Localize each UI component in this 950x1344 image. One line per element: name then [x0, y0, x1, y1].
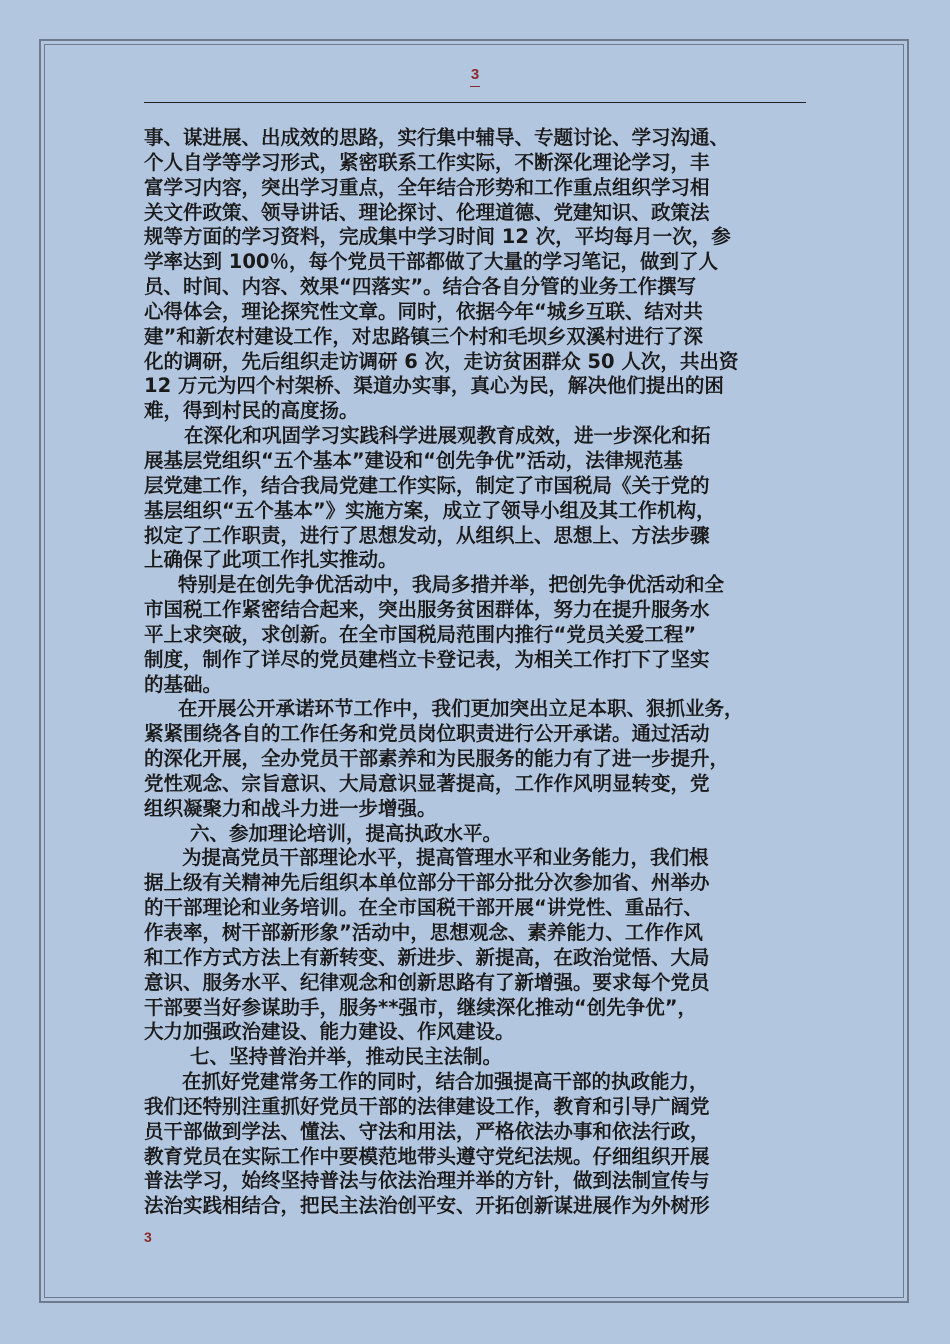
text-line: 富学习内容，突出学习重点，全年结合形势和工作重点组织学习相	[144, 175, 710, 199]
text-line: 难，得到村民的高度扬。	[144, 399, 359, 423]
text-line: 据上级有关精神先后组织本单位部分干部分批分次参加省、州举办	[144, 871, 710, 895]
text-line: 在抓好党建常务工作的同时，结合加强提高干部的执政能力，	[182, 1070, 709, 1094]
text-line: 意识、服务水平、纪律观念和创新思路有了新增强。要求每个党员	[144, 970, 710, 994]
text-line: 作表率，树干部新形象”活动中，思想观念、素养能力、工作作风	[144, 921, 703, 944]
text-line: 在开展公开承诺环节工作中，我们更加突出立足本职、狠抓业务，	[178, 697, 744, 721]
text-line: 展基层党组织“五个基本”建设和“创先争优”活动，法律规范基	[144, 448, 683, 472]
text-line: 员干部做到学法、懂法、守法和用法，严格依法办事和依法行政，	[144, 1119, 710, 1143]
text-line: 事、谋进展、出成效的思路，实行集中辅导、专题讨论、学习沟通、	[144, 126, 730, 149]
text-line: 员、时间、内容、效果“四落实”。结合各自分管的业务工作撰写	[144, 275, 697, 299]
text-line: 建”和新农村建设工作，对忠路镇三个村和毛坝乡双溪村进行了深	[144, 324, 703, 348]
text-line: 上确保了此项工作扎实推动。	[144, 548, 398, 572]
text-line: 教育党员在实际工作中要模范地带头遵守党纪法规。仔细组织开展	[144, 1144, 710, 1168]
header-page-number: 3	[470, 66, 480, 83]
text-line: 个人自学等学习形式，紧密联系工作实际，不断深化理论学习，丰	[144, 150, 710, 174]
text-line: 为提高党员干部理论水平，提高管理水平和业务能力，我们根	[182, 846, 709, 870]
text-line: 在深化和巩固学习实践科学进展观教育成效，进一步深化和拓	[184, 424, 711, 448]
text-line: 的干部理论和业务培训。在全市国税干部开展“讲党性、重品行、	[144, 896, 703, 920]
text-line: 12 万元为四个村架桥、渠道办实事，真心为民，解决他们提出的困	[144, 374, 724, 398]
header-rule	[144, 102, 806, 103]
text-line: 学率达到 100％，每个党员干部都做了大量的学习笔记，做到了人	[144, 250, 718, 274]
text-line: 七、坚持普治并举，推动民主法制。	[190, 1045, 503, 1069]
text-line: 的基础。	[144, 672, 223, 696]
text-line: 平上求突破，求创新。在全市国税局范围内推行“党员关爱工程”	[144, 622, 697, 646]
text-line: 和工作方式方法上有新转变、新进步、新提高，在政治觉悟、大局	[144, 945, 710, 969]
header-page-number-underline	[470, 86, 480, 87]
text-line: 法治实践相结合，把民主法治创平安、开拓创新谋进展作为外树形	[144, 1194, 710, 1218]
footer-page-number: 3	[144, 1229, 152, 1245]
text-line: 市国税工作紧密结合起来，突出服务贫困群体，努力在提升服务水	[144, 598, 710, 622]
text-line: 党性观念、宗旨意识、大局意识显著提高，工作作风明显转变，党	[144, 771, 710, 795]
text-line: 制度，制作了详尽的党员建档立卡登记表，为相关工作打下了坚实	[144, 647, 710, 671]
text-line: 化的调研，先后组织走访调研 6 次，走访贫困群众 50 人次，共出资	[144, 349, 739, 373]
text-line: 普法学习，始终坚持普法与依法治理并举的方针，做到法制宣传与	[144, 1169, 710, 1193]
text-line: 我们还特别注重抓好党员干部的法律建设工作，教育和引导广阔党	[144, 1094, 710, 1118]
text-line: 规等方面的学习资料，完成集中学习时间 12 次，平均每月一次，参	[144, 225, 731, 249]
text-line: 组织凝聚力和战斗力进一步增强。	[144, 796, 437, 820]
text-line: 干部要当好参谋助手，服务**强市，继续深化推动“创先争优”，	[144, 995, 698, 1019]
text-line: 关文件政策、领导讲话、理论探讨、伦理道德、党建知识、政策法	[144, 200, 710, 224]
text-line: 紧紧围绕各自的工作任务和党员岗位职责进行公开承诺。通过活动	[144, 722, 710, 746]
text-line: 的深化开展，全办党员干部素养和为民服务的能力有了进一步提升，	[144, 747, 730, 771]
text-line: 心得体会，理论探究性文章。同时，依据今年“城乡互联、结对共	[144, 299, 703, 323]
text-line: 特别是在创先争优活动中，我局多措并举，把创先争优活动和全	[178, 573, 725, 597]
text-line: 六、参加理论培训，提高执政水平。	[190, 821, 503, 845]
text-line: 层党建工作，结合我局党建工作实际，制定了市国税局《关于党的	[144, 473, 710, 497]
text-line: 基层组织“五个基本”》实施方案，成立了领导小组及其工作机构，	[144, 498, 716, 522]
text-line: 大力加强政治建设、能力建设、作风建设。	[144, 1020, 515, 1044]
text-line: 拟定了工作职责，进行了思想发动，从组织上、思想上、方法步骤	[144, 523, 710, 547]
document-body	[144, 126, 814, 1219]
